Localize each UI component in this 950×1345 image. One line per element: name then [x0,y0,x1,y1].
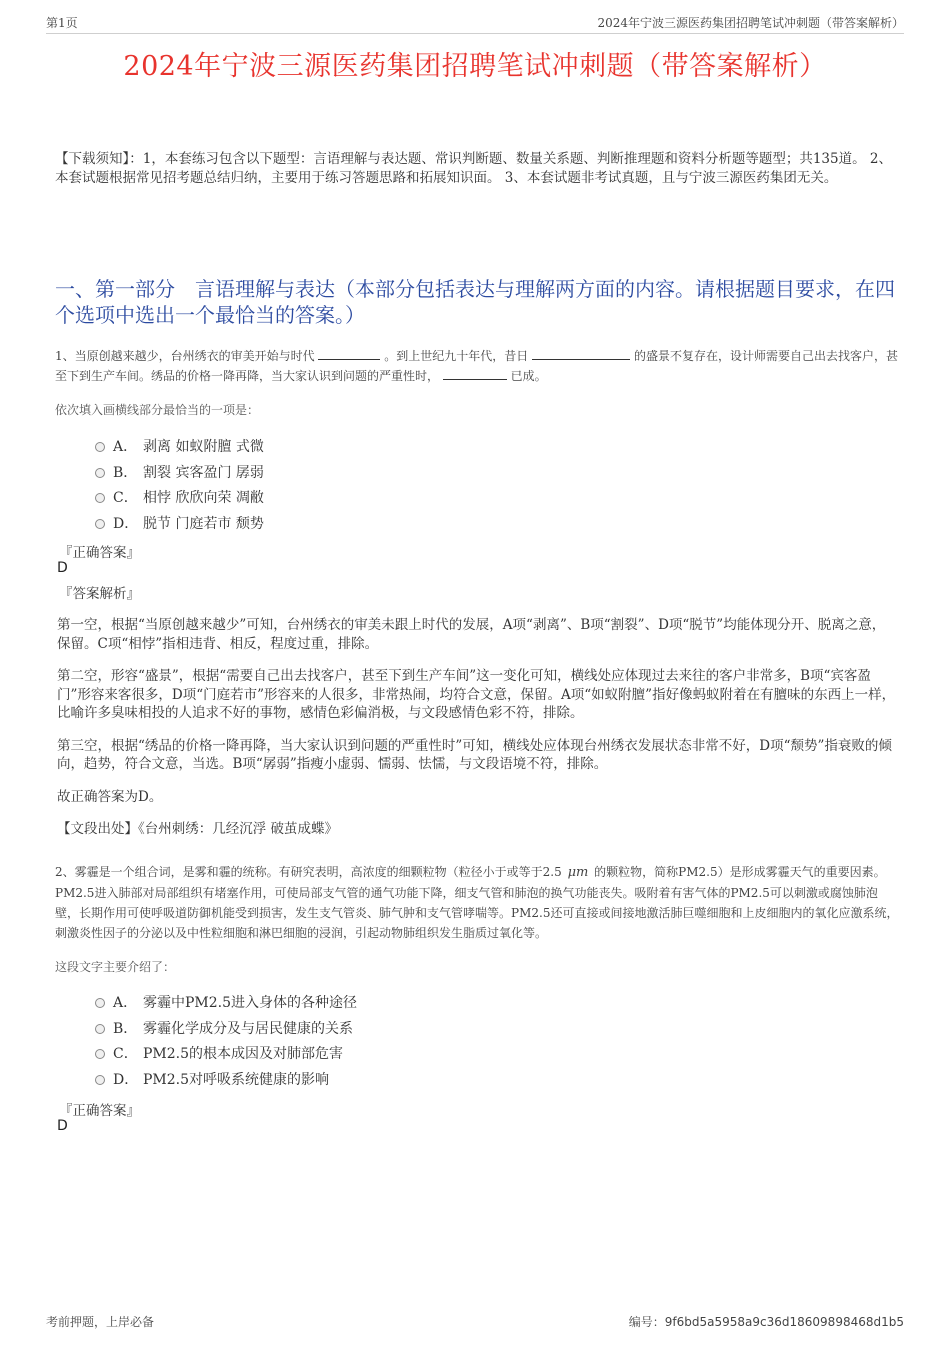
radio-icon[interactable] [95,1049,105,1059]
page-header [46,12,904,34]
option-text: 雾霾中PM2.5进入身体的各种途径 [143,995,358,1011]
option-text: 脱节 门庭若市 颓势 [143,515,264,532]
q1-blank-2 [532,348,630,360]
page-number: 第1页 [46,16,78,30]
option-text: 割裂 宾客盈门 孱弱 [143,464,264,481]
q1-options [95,436,264,538]
source-citation: 【文段出处】《台州刺绣：几经沉浮 破茧成蝶》 [57,821,339,837]
option-text: 剥离 如蚁附膻 式微 [143,439,264,455]
q1-blank-1 [318,348,380,360]
option-text: 雾霾化学成分及与居民健康的关系 [143,1020,353,1037]
q1-option-d[interactable] [95,513,264,539]
q1-blank-3 [443,368,507,380]
q1-analysis [57,616,897,853]
q2-option-d[interactable] [95,1069,357,1095]
analysis-paragraph: 第三空，根据“绣品的价格一降再降，当大家认识到问题的严重性时”可知，横线处应体现台州绣衣发展状态非常不好，D项“颓势”指衰败的倾向，趋势，符合文意，当选。B项“孱弱”指瘦小虚弱、懦弱、怯懦，与文段语境不符，排除。 [57,737,892,772]
q1-prompt: 依次填入画横线部分最恰当的一项是： [55,403,260,417]
q1-option-b[interactable] [95,462,264,488]
radio-icon[interactable] [95,998,105,1008]
footer-id [629,1313,904,1330]
q1-answer-label: 『正确答案』 [59,545,140,561]
option-text: 相悖 欣欣向荣 凋敝 [143,490,264,506]
question-1-stem [55,346,900,386]
radio-icon[interactable] [95,1024,105,1034]
analysis-paragraph: 第二空，形容“盛景”，根据“需要自己出去找客户，甚至下到生产车间”这一变化可知，横线处应体现过去来往的客户非常多，B项“宾客盈门”形容来客很多，D项“门庭若市”形容来的人很多，非常热闹，均符合文意，保留。A项“如蚁附膻”指好像蚂蚁附着在有膻味的东西上一样，比喻许多臭味相投的人追求不好的事物，感情色彩偏消极，与文段感情色彩不符，排除。 [57,668,896,721]
q1-text-c: 的盛景不复存在，设计师需要自己出去找客户，甚至下到生产车间。绣品的价格一降再降，当大家认识到问题的严重性时， [55,349,898,383]
q2-prompt: 这段文字主要介绍了： [55,960,176,974]
option-letter: B． [113,1020,138,1037]
q1-text-a: 1、当原创越来越少，台州绣衣的审美开始与时代 [55,349,315,363]
q2-text-a: 2、雾霾是一个组合词，是雾和霾的统称。有研究表明，高浓度的细颗粒物（粒径小于或等于2.5 [55,865,562,879]
analysis-paragraph: 第一空，根据“当原创越来越少”可知，台州绣衣的审美未跟上时代的发展，A项“剥离”、B项“割裂”、D项“脱节”均能体现分开、脱离之意，保留。C项“相悖”指相违背、相反，程度过重，排除。 [57,617,886,652]
radio-icon[interactable] [95,493,105,503]
q1-option-a[interactable] [95,436,264,462]
option-letter: C． [113,490,138,506]
option-letter: A． [113,995,138,1011]
option-text: PM2.5对呼吸系统健康的影响 [143,1071,330,1088]
q2-answer-label: 『正确答案』 [59,1103,140,1119]
option-letter: B． [113,464,138,481]
option-letter: D． [113,1071,139,1088]
option-text: PM2.5的根本成因及对肺部危害 [143,1046,344,1062]
q2-unit: μm [567,865,589,880]
radio-icon[interactable] [95,468,105,478]
footer-id-label: 编号： [628,1315,665,1329]
page-title: 2024年宁波三源医药集团招聘笔试冲刺题（带答案解析） [123,51,827,82]
q2-text-b: 的颗粒物，简称PM2.5）是形成雾霾天气的重要因素。PM2.5进入肺部对局部组织有堵塞作用，可使局部支气管的通气功能下降，细支气管和肺泡的换气功能丧失。吸附着有害气体的PM2.5可以刺激或腐蚀肺泡壁，长期作用可使呼吸道防御机能受到损害，发生支气管炎、肺气肿和支气管哮喘等。PM2.5还可直接或间接地激活肺巨噬细胞和上皮细胞内的氧化应激系统，刺激炎性因子的分泌以及中性粒细胞和淋巴细胞的浸润，引起动物肺组织发生脂质过氧化等。 [55,865,899,940]
q1-answer: D [57,560,68,576]
q1-option-c[interactable] [95,487,264,513]
option-letter: C． [113,1046,138,1062]
q2-option-c[interactable] [95,1043,357,1069]
q1-text-b: 。到上世纪九十年代，昔日 [384,349,529,363]
radio-icon[interactable] [95,442,105,452]
option-letter: A． [113,439,138,455]
q2-options [95,992,357,1094]
q2-answer: D [57,1118,68,1134]
download-notice: 【下载须知】：1，本套练习包含以下题型：言语理解与表达题、常识判断题、数量关系题、判断推理题和资料分析题等题型；共135道。 2、本套试题根据常见招考题总结归纳，主要用于练习答题思路和拓展知识面。 3、本套试题非考试真题，且与宁波三源医药集团无关。 [55,151,892,186]
q1-analysis-label: 『答案解析』 [59,586,140,602]
footer-id-code: 9f6bd5a5958a9c36d18609898468d1b5 [664,1315,904,1329]
q2-option-b[interactable] [95,1018,357,1044]
radio-icon[interactable] [95,1075,105,1085]
option-letter: D． [113,515,139,532]
radio-icon[interactable] [95,519,105,529]
header-doc-title: 2024年宁波三源医药集团招聘笔试冲刺题（带答案解析） [597,16,904,30]
section-heading: 一、第一部分 言语理解与表达（本部分包括表达与理解两方面的内容。请根据题目要求，在四个选项中选出一个最恰当的答案。） [55,277,895,327]
q1-text-d: 已成。 [510,369,547,383]
q2-option-a[interactable] [95,992,357,1018]
question-2-stem [55,862,900,943]
analysis-paragraph: 故正确答案为D。 [57,788,163,805]
footer-slogan: 考前押题，上岸必备 [46,1315,155,1329]
